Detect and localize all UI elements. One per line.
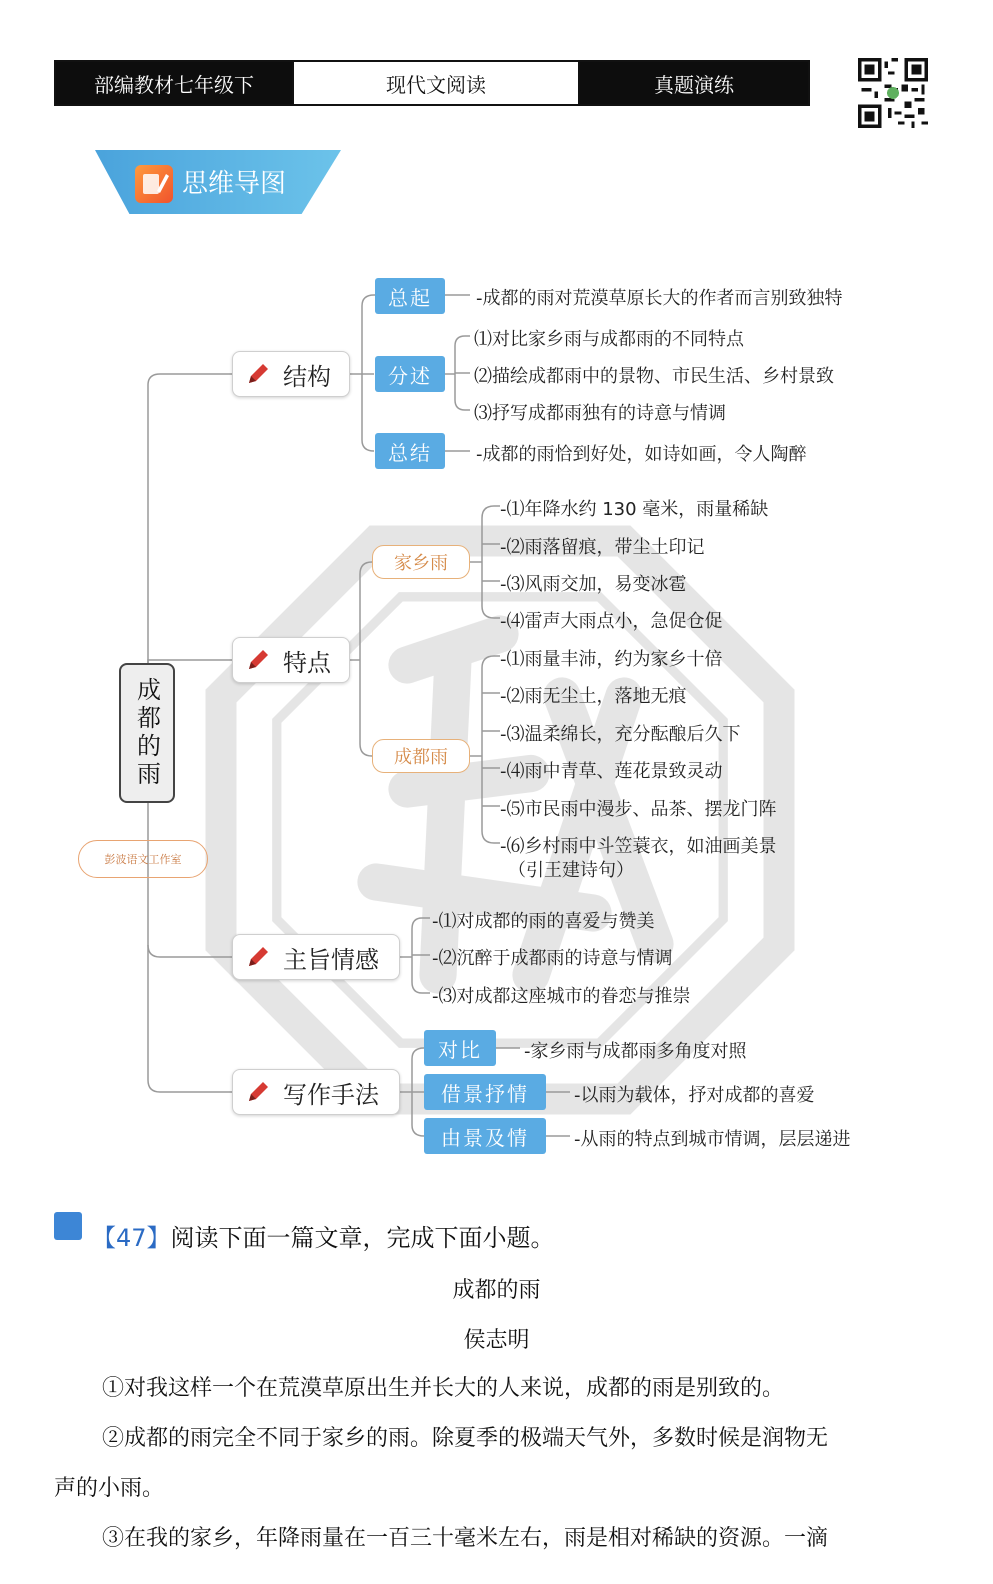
theme-item: -⑵沉醉于成都雨的诗意与情调 [432, 948, 673, 969]
pen-icon [245, 361, 271, 387]
structure-closing-text: -成都的雨恰到好处，如诗如画，令人陶醉 [476, 444, 807, 465]
structure-body-item: ⑵描绘成都雨中的景物、市民生活、乡村景致 [474, 366, 834, 387]
technique-item-text: -从雨的特点到城市情调，层层递进 [574, 1129, 851, 1150]
theme-item: -⑴对成都的雨的喜爱与赞美 [432, 911, 655, 932]
article-paragraph: ②成都的雨完全不同于家乡的雨。除夏季的极端天气外，多数时候是润物无 [102, 1426, 829, 1451]
branch-theme-label: 主旨情感 [283, 945, 379, 974]
article-paragraph: ①对我这样一个在荒漠草原出生并长大的人来说，成都的雨是别致的。 [102, 1376, 785, 1401]
bookmark-icon [54, 1212, 82, 1240]
root-title: 成都的雨 [132, 677, 161, 789]
tag-body: 分述 [375, 356, 445, 392]
chengdu-rain-note: （引王建诗句） [508, 860, 634, 881]
tag-opening: 总起 [375, 278, 445, 314]
mindmap-banner-title: 思维导图 [182, 169, 287, 199]
branch-technique-label: 写作手法 [283, 1080, 379, 1109]
tag-scene-emotion: 借景抒情 [424, 1074, 546, 1110]
question-prompt: 阅读下面一篇文章，完成下面小题。 [170, 1224, 555, 1252]
branch-structure-label: 结构 [283, 362, 331, 391]
hometown-rain-item: -⑵雨落留痕，带尘土印记 [500, 537, 705, 558]
tag-hometown-rain: 家乡雨 [372, 545, 470, 579]
article-author: 侯志明 [463, 1328, 530, 1353]
structure-opening-text: -成都的雨对荒漠草原长大的作者而言别致独特 [476, 288, 843, 309]
chengdu-rain-item: -⑸市民雨中漫步、品茶、摆龙门阵 [500, 799, 777, 820]
question-number: 【47】 [92, 1224, 171, 1252]
hometown-rain-item: -⑶风雨交加，易变冰雹 [500, 574, 687, 595]
chengdu-rain-item: -⑶温柔绵长，充分酝酿后久下 [500, 724, 741, 745]
technique-item-text: -以雨为载体，抒对成都的喜爱 [574, 1085, 815, 1106]
tag-chengdu-rain: 成都雨 [372, 739, 470, 773]
chengdu-rain-item: -⑴雨量丰沛，约为家乡十倍 [500, 649, 723, 670]
article-title: 成都的雨 [452, 1278, 541, 1303]
pen-icon [245, 1079, 271, 1105]
studio-label: 彭波语文工作室 [78, 840, 208, 878]
article-paragraph: ③在我的家乡，年降雨量在一百三十毫米左右，雨是相对稀缺的资源。一滴 [102, 1526, 829, 1551]
article-paragraph: 声的小雨。 [54, 1476, 165, 1501]
pen-icon [245, 647, 271, 673]
branch-technique [232, 1069, 400, 1115]
branch-theme [232, 934, 400, 980]
technique-item-text: -家乡雨与成都雨多角度对照 [524, 1041, 747, 1062]
theme-item: -⑶对成都这座城市的眷恋与推崇 [432, 986, 691, 1007]
header-grade: 部编教材七年级下 [56, 62, 292, 104]
chengdu-rain-item: -⑵雨无尘土，落地无痕 [500, 686, 687, 707]
chengdu-rain-item: -⑷雨中青草、莲花景致灵动 [500, 761, 723, 782]
structure-body-item: ⑴对比家乡雨与成都雨的不同特点 [474, 329, 744, 350]
question-heading [92, 1218, 555, 1253]
tag-closing: 总结 [375, 433, 445, 469]
branch-features-label: 特点 [283, 648, 331, 677]
hometown-rain-item: -⑷雷声大雨点小，急促仓促 [500, 611, 723, 632]
structure-body-item: ⑶抒写成都雨独有的诗意与情调 [474, 403, 726, 424]
hometown-rain-item: -⑴年降水约 130 毫米，雨量稀缺 [500, 499, 769, 520]
tag-scene-to-feeling: 由景及情 [424, 1118, 546, 1154]
chengdu-rain-item: -⑹乡村雨中斗笠蓑衣，如油画美景 [500, 836, 777, 857]
tag-contrast: 对比 [424, 1030, 496, 1066]
mindmap-root [119, 663, 175, 803]
branch-features [232, 637, 350, 683]
header-practice: 真题演练 [580, 62, 808, 104]
header-section: 现代文阅读 [292, 62, 580, 104]
pen-icon [245, 944, 271, 970]
branch-structure [232, 351, 350, 397]
